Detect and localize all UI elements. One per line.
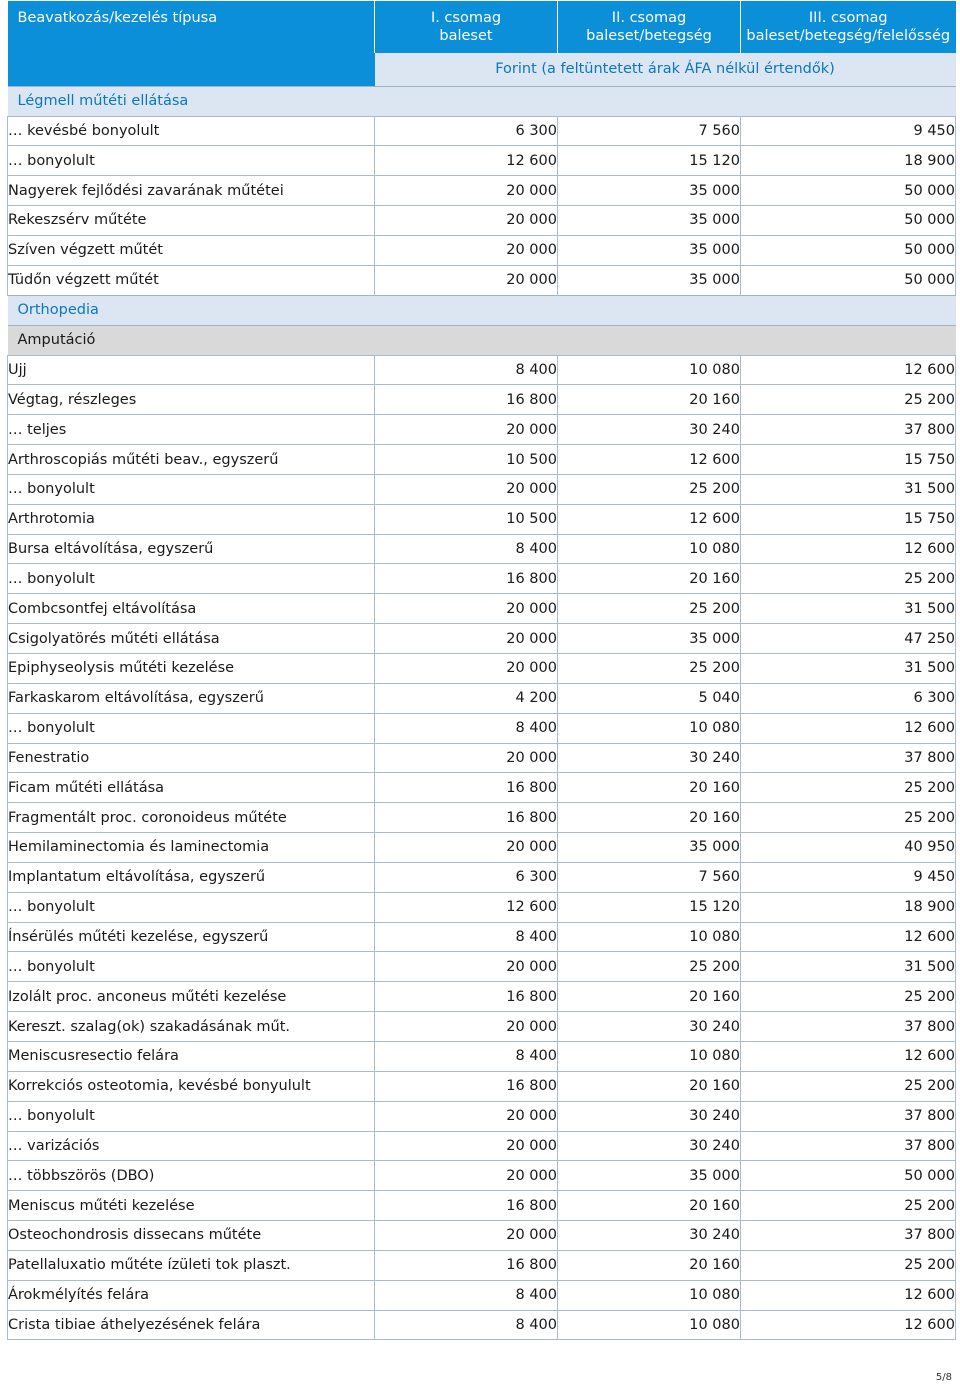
package-3-price: 37 800 xyxy=(741,415,956,445)
procedure-name: Patellaluxatio műtéte ízületi tok plaszt. xyxy=(8,1250,375,1280)
procedure-name: Szíven végzett műtét xyxy=(8,235,375,265)
procedure-name: … teljes xyxy=(8,415,375,445)
package-2-price: 20 160 xyxy=(558,982,741,1012)
package-1-price: 16 800 xyxy=(375,773,558,803)
package-3-price: 9 450 xyxy=(741,862,956,892)
package-2-price: 10 080 xyxy=(558,1310,741,1340)
package-2-price: 10 080 xyxy=(558,713,741,743)
table-row xyxy=(8,474,956,504)
package-1-price: 20 000 xyxy=(375,415,558,445)
package-3-price: 15 750 xyxy=(741,445,956,475)
table-row xyxy=(8,833,956,863)
package-1-price: 20 000 xyxy=(375,594,558,624)
table-row xyxy=(8,683,956,713)
procedure-name: Kereszt. szalag(ok) szakadásának műt. xyxy=(8,1012,375,1042)
package-2-price: 20 160 xyxy=(558,564,741,594)
package-1-price: 8 400 xyxy=(375,1280,558,1310)
header-package-2-name: II. csomag xyxy=(611,10,687,26)
package-1-price: 12 600 xyxy=(375,892,558,922)
package-2-price: 10 080 xyxy=(558,534,741,564)
package-2-price: 30 240 xyxy=(558,1012,741,1042)
package-1-price: 8 400 xyxy=(375,355,558,385)
table-row xyxy=(8,206,956,236)
table-row xyxy=(8,415,956,445)
procedure-name: Fragmentált proc. coronoideus műtéte xyxy=(8,803,375,833)
table-row xyxy=(8,862,956,892)
package-1-price: 16 800 xyxy=(375,982,558,1012)
package-1-price: 16 800 xyxy=(375,1191,558,1221)
procedure-name: … bonyolult xyxy=(8,146,375,176)
table-row xyxy=(8,1101,956,1131)
table-row xyxy=(8,594,956,624)
header-spacer xyxy=(8,53,375,86)
procedure-name: Implantatum eltávolítása, egyszerű xyxy=(8,862,375,892)
header-package-3-name: III. csomag xyxy=(808,10,888,26)
package-1-price: 20 000 xyxy=(375,624,558,654)
package-1-price: 12 600 xyxy=(375,146,558,176)
table-row xyxy=(8,773,956,803)
procedure-name: Tüdőn végzett műtét xyxy=(8,265,375,295)
package-2-price: 10 080 xyxy=(558,1280,741,1310)
package-1-price: 20 000 xyxy=(375,743,558,773)
package-3-price: 25 200 xyxy=(741,773,956,803)
package-3-price: 31 500 xyxy=(741,654,956,684)
table-row xyxy=(8,1161,956,1191)
procedure-name: Végtag, részleges xyxy=(8,385,375,415)
package-3-price: 37 800 xyxy=(741,1012,956,1042)
package-2-price: 20 160 xyxy=(558,385,741,415)
procedure-name: Combcsontfej eltávolítása xyxy=(8,594,375,624)
package-1-price: 20 000 xyxy=(375,1161,558,1191)
package-1-price: 8 400 xyxy=(375,1310,558,1340)
package-2-price: 30 240 xyxy=(558,1131,741,1161)
table-row xyxy=(8,1071,956,1101)
header-package-1 xyxy=(375,1,558,53)
table-row xyxy=(8,1221,956,1251)
package-3-price: 25 200 xyxy=(741,1071,956,1101)
package-2-price: 20 160 xyxy=(558,1250,741,1280)
package-3-price: 18 900 xyxy=(741,146,956,176)
procedure-name: Osteochondrosis dissecans műtéte xyxy=(8,1221,375,1251)
currency-note: Forint (a feltüntetett árak ÁFA nélkül értendők) xyxy=(375,53,956,86)
table-row xyxy=(8,534,956,564)
package-2-price: 10 080 xyxy=(558,1041,741,1071)
package-1-price: 20 000 xyxy=(375,265,558,295)
procedure-name: … bonyolult xyxy=(8,892,375,922)
table-row xyxy=(8,146,956,176)
package-3-price: 25 200 xyxy=(741,1191,956,1221)
package-3-price: 15 750 xyxy=(741,504,956,534)
procedure-name: Arthrotomia xyxy=(8,504,375,534)
table-row xyxy=(8,1310,956,1340)
package-2-price: 25 200 xyxy=(558,474,741,504)
procedure-name: Hemilaminectomia és laminectomia xyxy=(8,833,375,863)
package-1-price: 16 800 xyxy=(375,564,558,594)
package-1-price: 10 500 xyxy=(375,445,558,475)
table-row xyxy=(8,385,956,415)
table-row xyxy=(8,803,956,833)
procedure-name: … varizációs xyxy=(8,1131,375,1161)
procedure-name: Izolált proc. anconeus műtéti kezelése xyxy=(8,982,375,1012)
table-row xyxy=(8,1191,956,1221)
package-3-price: 37 800 xyxy=(741,1221,956,1251)
procedure-name: Ínsérülés műtéti kezelése, egyszerű xyxy=(8,922,375,952)
procedure-name: Árokmélyítés felára xyxy=(8,1280,375,1310)
table-row xyxy=(8,176,956,206)
package-1-price: 8 400 xyxy=(375,922,558,952)
package-1-price: 10 500 xyxy=(375,504,558,534)
package-1-price: 20 000 xyxy=(375,1221,558,1251)
table-row xyxy=(8,1012,956,1042)
package-2-price: 7 560 xyxy=(558,116,741,146)
section-title: Orthopedia xyxy=(8,295,956,325)
package-3-price: 25 200 xyxy=(741,803,956,833)
package-2-price: 5 040 xyxy=(558,683,741,713)
package-2-price: 20 160 xyxy=(558,1191,741,1221)
package-2-price: 35 000 xyxy=(558,176,741,206)
package-2-price: 35 000 xyxy=(558,624,741,654)
package-2-price: 10 080 xyxy=(558,355,741,385)
package-3-price: 12 600 xyxy=(741,355,956,385)
procedure-name: Epiphyseolysis műtéti kezelése xyxy=(8,654,375,684)
package-3-price: 37 800 xyxy=(741,1131,956,1161)
package-3-price: 31 500 xyxy=(741,952,956,982)
package-2-price: 12 600 xyxy=(558,504,741,534)
section-header-row xyxy=(8,295,956,325)
package-3-price: 12 600 xyxy=(741,534,956,564)
header-type-label: Beavatkozás/kezelés típusa xyxy=(8,1,375,53)
table-row xyxy=(8,1280,956,1310)
header-package-3-scope: baleset/betegség/felelősség xyxy=(746,28,951,44)
package-2-price: 10 080 xyxy=(558,922,741,952)
package-2-price: 20 160 xyxy=(558,1071,741,1101)
header-package-2 xyxy=(558,1,741,53)
procedure-name: Bursa eltávolítása, egyszerű xyxy=(8,534,375,564)
package-3-price: 31 500 xyxy=(741,474,956,504)
package-3-price: 50 000 xyxy=(741,206,956,236)
subsection-title: Amputáció xyxy=(8,325,956,355)
procedure-name: Meniscus műtéti kezelése xyxy=(8,1191,375,1221)
package-1-price: 20 000 xyxy=(375,1131,558,1161)
package-2-price: 25 200 xyxy=(558,594,741,624)
procedure-name: … bonyolult xyxy=(8,474,375,504)
table-row xyxy=(8,982,956,1012)
table-row xyxy=(8,922,956,952)
package-3-price: 12 600 xyxy=(741,1280,956,1310)
package-2-price: 30 240 xyxy=(558,743,741,773)
package-2-price: 7 560 xyxy=(558,862,741,892)
table-row xyxy=(8,654,956,684)
procedure-name: … bonyolult xyxy=(8,564,375,594)
table-row xyxy=(8,1041,956,1071)
package-1-price: 20 000 xyxy=(375,1101,558,1131)
package-3-price: 9 450 xyxy=(741,116,956,146)
package-3-price: 50 000 xyxy=(741,265,956,295)
procedure-name: Meniscusresectio felára xyxy=(8,1041,375,1071)
table-row xyxy=(8,713,956,743)
procedure-name: … bonyolult xyxy=(8,713,375,743)
table-body xyxy=(8,86,956,1340)
package-2-price: 35 000 xyxy=(558,206,741,236)
table-row xyxy=(8,743,956,773)
procedure-name: Rekeszsérv műtéte xyxy=(8,206,375,236)
package-2-price: 25 200 xyxy=(558,654,741,684)
table-header-row xyxy=(8,1,956,53)
table-row xyxy=(8,504,956,534)
package-3-price: 12 600 xyxy=(741,922,956,952)
procedure-name: Fenestratio xyxy=(8,743,375,773)
package-1-price: 6 300 xyxy=(375,116,558,146)
package-3-price: 50 000 xyxy=(741,235,956,265)
package-1-price: 16 800 xyxy=(375,1250,558,1280)
package-3-price: 31 500 xyxy=(741,594,956,624)
table-row xyxy=(8,1131,956,1161)
package-3-price: 18 900 xyxy=(741,892,956,922)
table-row xyxy=(8,445,956,475)
package-2-price: 30 240 xyxy=(558,415,741,445)
package-2-price: 35 000 xyxy=(558,833,741,863)
package-2-price: 25 200 xyxy=(558,952,741,982)
package-1-price: 8 400 xyxy=(375,534,558,564)
table-row xyxy=(8,235,956,265)
package-3-price: 25 200 xyxy=(741,564,956,594)
header-package-1-name: I. csomag xyxy=(430,10,502,26)
package-1-price: 20 000 xyxy=(375,176,558,206)
package-2-price: 15 120 xyxy=(558,146,741,176)
package-3-price: 12 600 xyxy=(741,1310,956,1340)
package-1-price: 20 000 xyxy=(375,474,558,504)
procedure-name: Csigolyatörés műtéti ellátása xyxy=(8,624,375,654)
procedure-name: … bonyolult xyxy=(8,1101,375,1131)
package-3-price: 6 300 xyxy=(741,683,956,713)
table-row xyxy=(8,265,956,295)
package-1-price: 20 000 xyxy=(375,206,558,236)
header-package-3 xyxy=(741,1,956,53)
table-row xyxy=(8,952,956,982)
procedure-name: Farkaskarom eltávolítása, egyszerű xyxy=(8,683,375,713)
table-row xyxy=(8,564,956,594)
package-2-price: 12 600 xyxy=(558,445,741,475)
package-1-price: 6 300 xyxy=(375,862,558,892)
table-row xyxy=(8,355,956,385)
procedure-name: … kevésbé bonyolult xyxy=(8,116,375,146)
package-3-price: 47 250 xyxy=(741,624,956,654)
package-3-price: 12 600 xyxy=(741,713,956,743)
header-package-1-scope: baleset xyxy=(439,28,493,44)
package-2-price: 20 160 xyxy=(558,773,741,803)
package-3-price: 25 200 xyxy=(741,1250,956,1280)
procedure-name: Korrekciós osteotomia, kevésbé bonyulult xyxy=(8,1071,375,1101)
package-1-price: 20 000 xyxy=(375,833,558,863)
package-3-price: 25 200 xyxy=(741,982,956,1012)
package-3-price: 50 000 xyxy=(741,1161,956,1191)
page-number: 5/8 xyxy=(935,1372,952,1383)
procedure-name: Ujj xyxy=(8,355,375,385)
package-1-price: 16 800 xyxy=(375,803,558,833)
section-title: Légmell műtéti ellátása xyxy=(8,86,956,116)
package-1-price: 20 000 xyxy=(375,1012,558,1042)
package-1-price: 16 800 xyxy=(375,385,558,415)
procedure-name: Nagyerek fejlődési zavarának műtétei xyxy=(8,176,375,206)
package-2-price: 30 240 xyxy=(558,1101,741,1131)
package-1-price: 4 200 xyxy=(375,683,558,713)
package-2-price: 35 000 xyxy=(558,235,741,265)
package-2-price: 35 000 xyxy=(558,1161,741,1191)
section-header-row xyxy=(8,86,956,116)
package-1-price: 8 400 xyxy=(375,713,558,743)
table-row xyxy=(8,624,956,654)
package-1-price: 8 400 xyxy=(375,1041,558,1071)
procedure-name: … bonyolult xyxy=(8,952,375,982)
header-package-2-scope: baleset/betegség xyxy=(586,28,712,44)
package-2-price: 15 120 xyxy=(558,892,741,922)
package-3-price: 37 800 xyxy=(741,1101,956,1131)
package-3-price: 50 000 xyxy=(741,176,956,206)
package-1-price: 16 800 xyxy=(375,1071,558,1101)
package-2-price: 20 160 xyxy=(558,803,741,833)
currency-note-row xyxy=(8,53,956,86)
price-table xyxy=(7,1,956,1340)
procedure-name: Arthroscopiás műtéti beav., egyszerű xyxy=(8,445,375,475)
package-1-price: 20 000 xyxy=(375,654,558,684)
package-3-price: 40 950 xyxy=(741,833,956,863)
subsection-header-row xyxy=(8,325,956,355)
procedure-name: … többszörös (DBO) xyxy=(8,1161,375,1191)
package-3-price: 37 800 xyxy=(741,743,956,773)
table-row xyxy=(8,892,956,922)
table-row xyxy=(8,1250,956,1280)
package-2-price: 35 000 xyxy=(558,265,741,295)
procedure-name: Crista tibiae áthelyezésének felára xyxy=(8,1310,375,1340)
package-3-price: 12 600 xyxy=(741,1041,956,1071)
package-1-price: 20 000 xyxy=(375,952,558,982)
package-1-price: 20 000 xyxy=(375,235,558,265)
procedure-name: Ficam műtéti ellátása xyxy=(8,773,375,803)
package-3-price: 25 200 xyxy=(741,385,956,415)
package-2-price: 30 240 xyxy=(558,1221,741,1251)
table-row xyxy=(8,116,956,146)
